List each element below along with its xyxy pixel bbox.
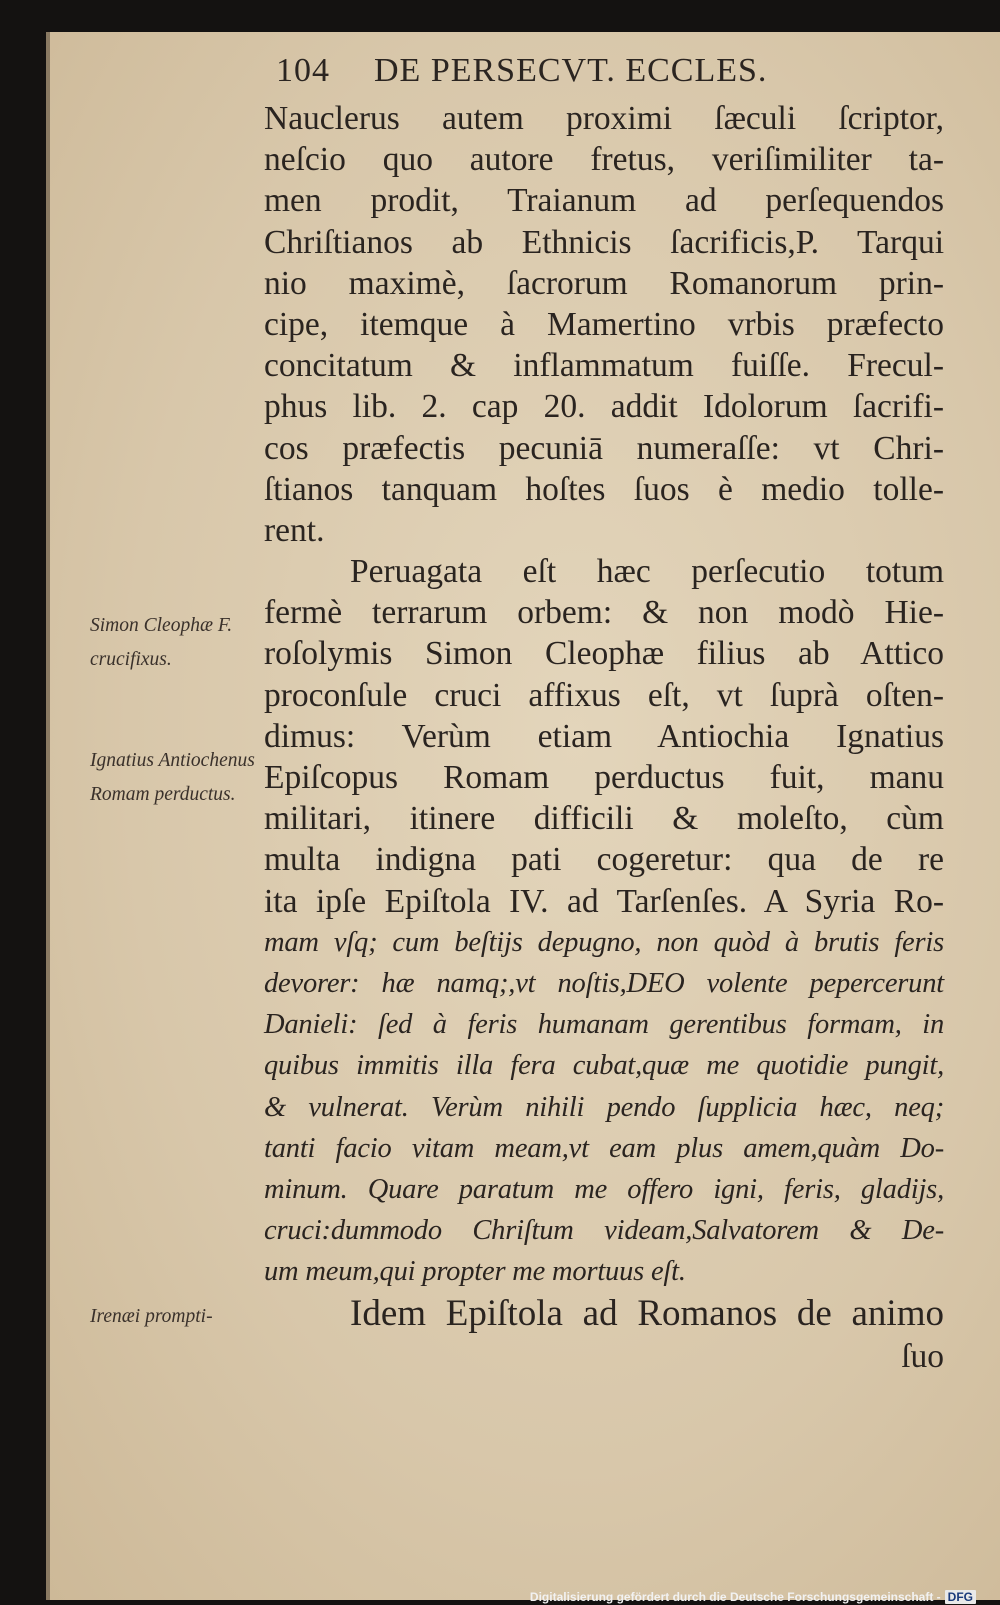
- text-line: neſcio quo autore fretus, veriſimiliter ta-: [264, 141, 944, 179]
- running-header: [276, 52, 767, 90]
- text-line: rent.: [264, 511, 325, 549]
- page-number: 104: [276, 52, 330, 89]
- text-line: cos præfectis pecuniā numeraſſe: vt Chri-: [264, 429, 944, 467]
- text-line: fermè terrarum orbem: & non modò Hie-: [264, 594, 944, 632]
- quotation-line: Danieli: ſed à feris humanam gerentibus formam, in: [264, 1009, 944, 1041]
- text-line: cipe, itemque à Mamertino vrbis præfecto: [264, 305, 944, 343]
- paragraph-start-line: Idem Epiſtola ad Romanos de animo: [350, 1293, 944, 1335]
- quotation-line: mam vſq; cum beſtijs depugno, non quòd à brutis feris: [264, 926, 944, 958]
- catchword-line: ſuo: [901, 1338, 944, 1376]
- quotation-line: cruci:dummodo Chriſtum videam,Salvatorem & De-: [264, 1215, 944, 1247]
- text-line: roſolymis Simon Cleophæ filius ab Attico: [264, 635, 944, 673]
- text-line: proconſule cruci affixus eſt, vt ſuprà oſten-: [264, 676, 944, 714]
- credit-text: Digitalisierung gefördert durch die Deutsche Forschungsgemeinschaft -: [529, 1590, 941, 1604]
- text-line: nio maximè, ſacrorum Romanorum prin-: [264, 264, 944, 302]
- dfg-logo: DFG: [945, 1590, 976, 1604]
- text-line: militari, itinere difficili & moleſto, cùm: [264, 800, 944, 838]
- book-page: [46, 32, 1000, 1600]
- text-line: multa indigna pati cogeretur: qua de re: [264, 841, 944, 879]
- text-line: Epiſcopus Romam perductus fuit, manu: [264, 759, 944, 796]
- page-content: [50, 32, 1000, 1600]
- text-line: dimus: Verùm etiam Antiochia Ignatius: [264, 717, 944, 755]
- margin-note-simon: Simon Cleophæ F. crucifixus.: [90, 615, 233, 670]
- quotation-line: um meum,qui propter me mortuus eſt.: [264, 1256, 686, 1288]
- paragraph-start-line: Peruagata eſt hæc perſecutio totum: [350, 553, 944, 591]
- main-text-block: [264, 98, 944, 1378]
- quotation-line: quibus immitis illa fera cubat,quæ me quotidie pungit,: [264, 1050, 944, 1082]
- text-line: phus lib. 2. cap 20. addit Idolorum ſacrifi-: [264, 388, 944, 426]
- text-line: men prodit, Traianum ad perſequendos: [264, 182, 944, 220]
- text-line: ſtianos tanquam hoſtes ſuos è medio tolle-: [264, 470, 944, 508]
- quotation-line: & vulnerat. Verùm nihili pendo ſupplicia hæc, neq;: [264, 1091, 944, 1123]
- running-title: DE PERSECVT. ECCLES.: [374, 52, 768, 89]
- quotation-line: devorer: hæ namq;,vt noſtis,DEO volente pepercerunt: [264, 967, 944, 999]
- margin-note-ignatius: Ignatius Antiochenus Romam perductus.: [90, 750, 255, 805]
- text-line: Nauclerus autem proximi ſæculi ſcriptor,: [264, 100, 944, 137]
- quotation-line: minum. Quare paratum me offero igni, feris, gladijs,: [264, 1173, 944, 1205]
- digitization-credit: [530, 1590, 976, 1604]
- quotation-line: tanti facio vitam meam,vt eam plus amem,quàm Do-: [264, 1132, 944, 1164]
- text-line: Chriſtianos ab Ethnicis ſacrificis,P. Tarqui: [264, 223, 944, 261]
- text-line: concitatum & inflammatum fuiſſe. Frecul-: [264, 347, 944, 385]
- margin-note-irenaeus: Irenæi prompti-: [90, 1306, 213, 1327]
- text-line: ita ipſe Epiſtola IV. ad Tarſenſes. A Syria Ro-: [264, 882, 944, 920]
